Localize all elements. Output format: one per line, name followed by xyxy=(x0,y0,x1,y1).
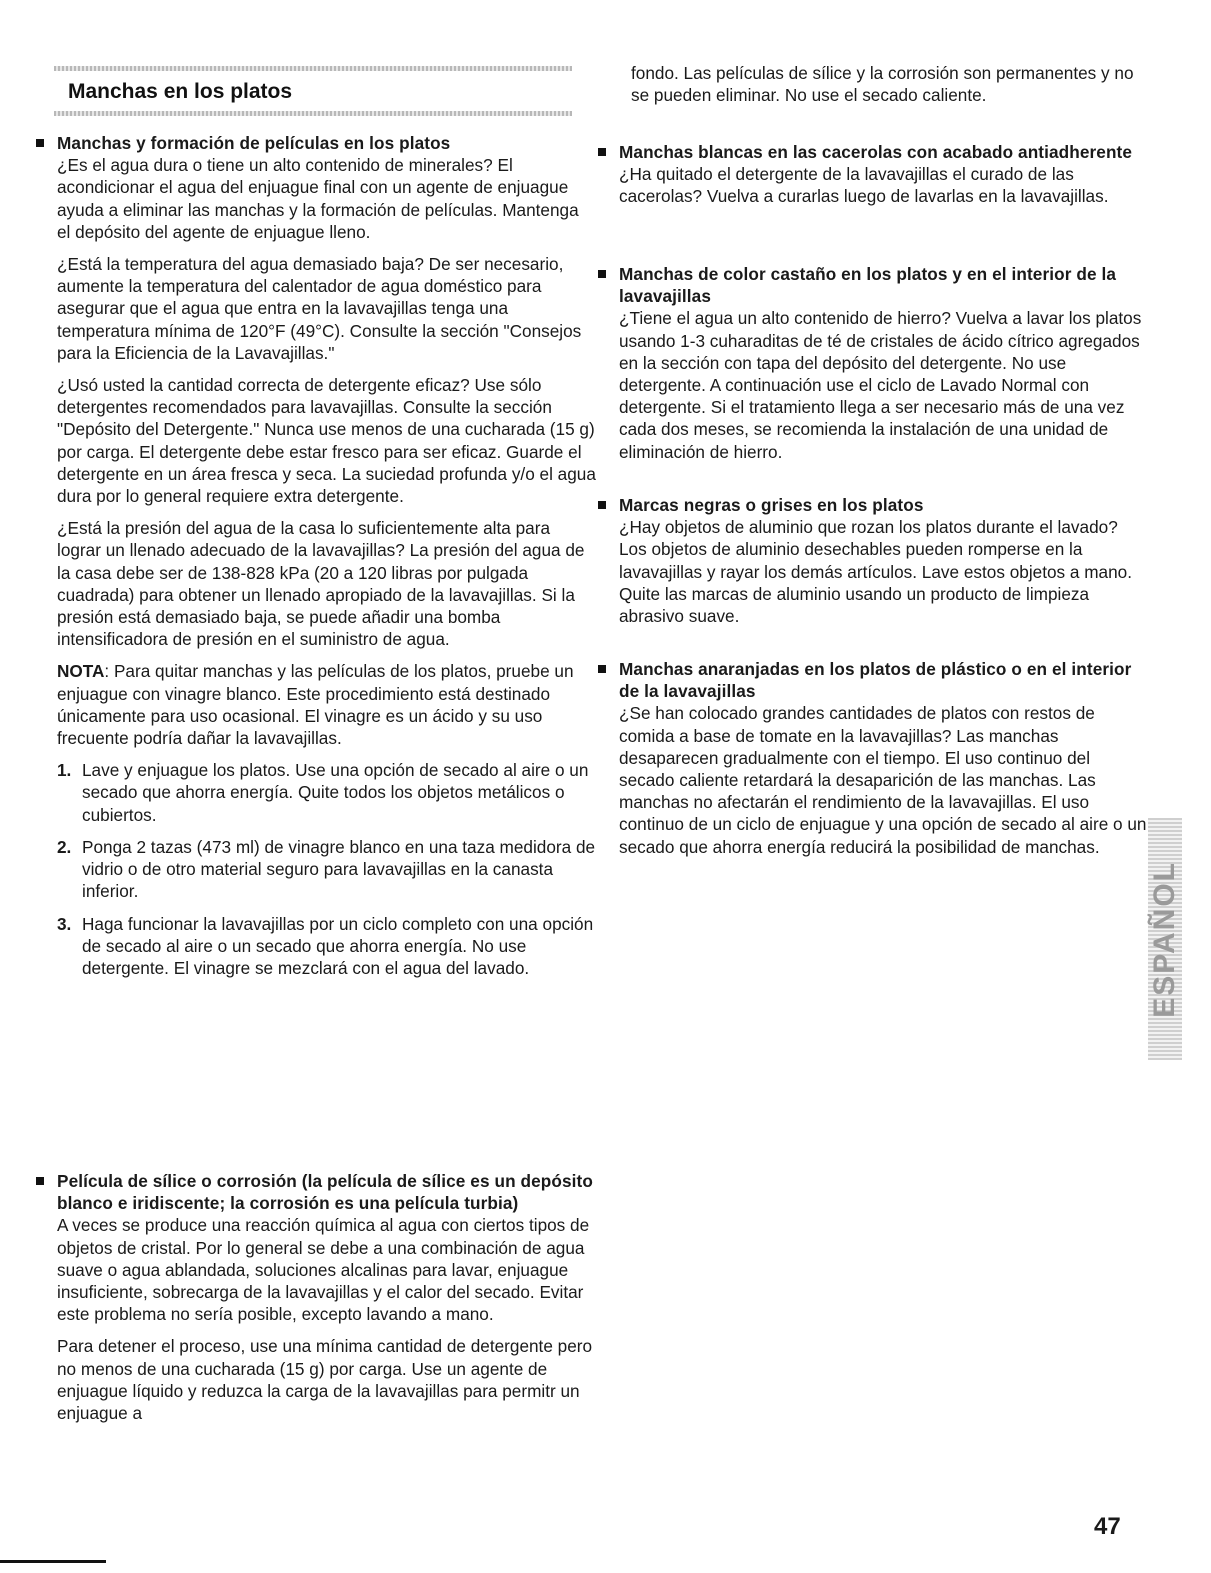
issue-paragraph: ¿Se han colocado grandes cantidades de platos con restos de comida a base de tomate en la lavavajillas? Las manchas desaparecen gradualmente con el tiempo. El uso continuo del secado caliente retardará la desaparición de las manchas. Las manchas no afectarán el rendimiento de la lavavajillas. El uso continuo de un ciclo de enjuague y una opción de secado al aire o un secado que ahorra energía reducirá la posibilidad de manchas. xyxy=(619,703,1147,857)
issue-title: Manchas y formación de películas en los platos xyxy=(57,133,451,153)
issue-item-nonstick xyxy=(598,141,1149,208)
page-number: 47 xyxy=(1094,1513,1121,1540)
bullet-icon xyxy=(598,665,606,673)
issue-paragraph: A veces se produce una reacción química al agua con ciertos tipos de objetos de cristal. Por lo general se debe a una combinación de agua suave o agua ablandada, soluciones alcalinas para lavar, enjuague insuficiente, sobrecarga de la lavavajillas y el calor del secado. Evitar este problema no sería posible, excepto lavando a mano. xyxy=(57,1215,590,1325)
bullet-icon xyxy=(598,148,606,156)
step-number: 3. xyxy=(57,913,72,934)
nota-paragraph xyxy=(57,660,596,749)
step-item xyxy=(57,913,596,980)
issue-paragraph: ¿Ha quitado el detergente de la lavavajillas el curado de las cacerolas? Vuelva a curarlas luego de lavarlas en la lavavajillas. xyxy=(619,164,1109,207)
heading-rule-bottom xyxy=(54,111,572,116)
section-heading xyxy=(54,66,572,116)
issue-paragraph: ¿Hay objetos de aluminio que rozan los platos durante el lavado? Los objetos de aluminio desechables pueden romperse en la lavavajillas y rayar los demás artículos. Lave estos objetos a mano. Quite las marcas de aluminio usando un producto de limpieza abrasivo suave. xyxy=(619,517,1133,627)
nota-label: NOTA xyxy=(57,661,105,682)
bullet-icon xyxy=(598,270,606,278)
bullet-icon xyxy=(598,501,606,509)
language-tab-label: ESPAÑOL xyxy=(1147,860,1181,1018)
issue-title: Manchas blancas en las cacerolas con acabado antiadherente xyxy=(619,142,1133,162)
issue-item-silica-film xyxy=(36,1170,596,1424)
language-side-tab xyxy=(1148,818,1182,1060)
issue-paragraph: ¿Está la presión del agua de la casa lo suficientemente alta para lograr un llenado adecuado de la lavavajillas? La presión del agua de la casa debe ser de 138-828 kPa (20 a 120 libras por pulgada cuadrada) para obtener un llenado apropiado de la lavavajillas. Si la presión está demasiado baja, se puede añadir una bomba intensificadora de presión en el suministro de agua. xyxy=(57,518,585,650)
step-text: Ponga 2 tazas (473 ml) de vinagre blanco en una taza medidora de vidrio o de otro material seguro para lavavajillas en la canasta inferior. xyxy=(82,836,596,902)
issue-item-spots-films xyxy=(36,132,596,979)
issue-title: Marcas negras o grises en los platos xyxy=(619,495,924,515)
step-number: 1. xyxy=(57,760,72,781)
bullet-icon xyxy=(36,139,44,147)
issue-item-black-marks xyxy=(598,494,1149,627)
step-item xyxy=(57,759,596,826)
step-text: Haga funcionar la lavavajillas por un ciclo completo con una opción de secado al aire o un secado que ahorra energía. No use detergente. El vinagre se mezclará con el agua del lavado. xyxy=(82,913,594,978)
issue-paragraph: Para detener el proceso, use una mínima cantidad de detergente pero no menos de una cucharada (15 g) por carga. Use un agente de enjuague líquido y reduzca la carga de la lavavajillas para permitr un enjuague a xyxy=(57,1336,593,1424)
bullet-icon xyxy=(36,1177,44,1185)
issue-paragraph: ¿Es el agua dura o tiene un alto contenido de minerales? El acondicionar el agua del enjuague final con un agente de enjuague ayuda a eliminar las manchas y la formación de películas. Mantenga el depósito del agente de enjuague lleno. xyxy=(57,155,579,242)
footer-rule xyxy=(0,1560,106,1563)
step-number: 2. xyxy=(57,836,72,857)
step-text: Lave y enjuague los platos. Use una opción de secado al aire o un secado que ahorra energía. Quite todos los objetos metálicos o cubiertos. xyxy=(82,760,589,825)
issue-title: Película de sílice o corrosión (la película de sílice es un depósito blanco e iridiscente; la corrosión es una película turbia) xyxy=(57,1171,593,1214)
section-title: Manchas en los platos xyxy=(68,80,293,103)
nota-text: : Para quitar manchas y las películas de los platos, pruebe un enjuague con vinagre blanco. Este procedimiento está destinado únicamente para uso ocasional. El vinagre es un ácido y su uso frecuente podría dañar la lavavajillas. xyxy=(57,661,574,749)
issue-item-orange-stains xyxy=(598,658,1149,858)
issue-paragraph: ¿Tiene el agua un alto contenido de hierro? Vuelva a lavar los platos usando 1-3 cuharaditas de té de cristales de ácido cítrico agregados en la sección con tapa del depósito del detergente. No use detergente. A continuación use el ciclo de Lavado Normal con detergente. Si el tratamiento llega a ser necesario más de una vez cada dos meses, se recomienda la instalación de una unidad de eliminación de hierro. xyxy=(619,308,1142,462)
issue-item-brown-stains xyxy=(598,263,1149,463)
step-item xyxy=(57,836,596,903)
issue-title: Manchas de color castaño en los platos y en el interior de la lavavajillas xyxy=(619,264,1117,307)
issue-paragraph: ¿Usó usted la cantidad correcta de detergente eficaz? Use sólo detergentes recomendados para lavavajillas. Consulte la sección "Depósito del Detergente." Nunca use menos de una cucharada (15 g) por carga. El detergente debe estar fresco para ser eficaz. Guarde el detergente en un área fresca y seca. La suciedad profunda y/o el agua dura por lo general requiere extra detergente. xyxy=(57,375,596,507)
continuation-text: fondo. Las películas de sílice y la corrosión son permanentes y no se pueden eliminar. No use el secado caliente. xyxy=(631,63,1134,106)
issue-title: Manchas anaranjadas en los platos de plástico o en el interior de la lavavajillas xyxy=(619,659,1132,702)
issue-paragraph: ¿Está la temperatura del agua demasiado baja? De ser necesario, aumente la temperatura del calentador de agua doméstico para asegurar que el agua que entra en la lavavajillas tenga una temperatura mínima de 120°F (49°C). Consulte la sección "Consejos para la Eficiencia de la Lavavajillas." xyxy=(57,254,582,363)
continuation-block xyxy=(610,62,1149,106)
